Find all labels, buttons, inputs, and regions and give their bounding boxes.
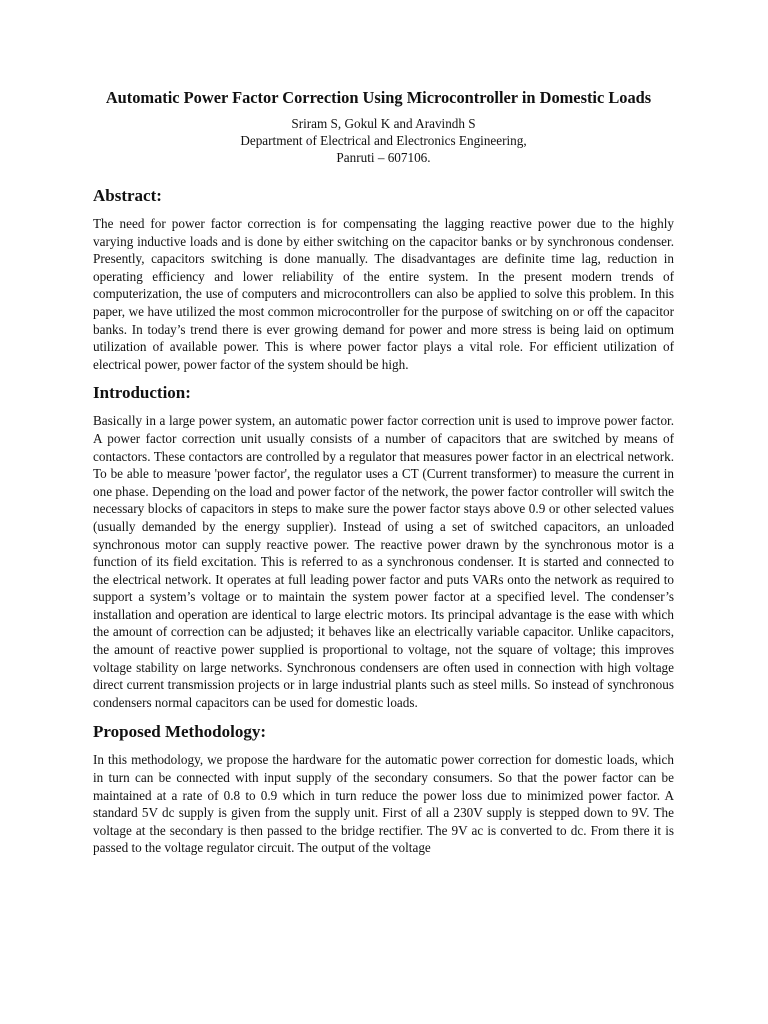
paper-title: Automatic Power Factor Correction Using Microcontroller in Domestic Loads — [105, 88, 652, 107]
department: Department of Electrical and Electronics Engineering, — [240, 133, 527, 148]
location: Panruti – 607106. — [336, 150, 431, 165]
abstract-body: The need for power factor correction is for compensating the lagging reactive power due to the highly varying inductive loads and is done by either switching on the capacitor banks or by synchronous condenser. Presently, capacitors switching is done manually. The disadvantages are definite time lag, reduction in operating efficiency and lower reliability of the entire system. In the present modern trends of computerization, the use of computers and microcontrollers can also be applied to solve this problem. In this paper, we have utilized the most common microcontroller for the purpose of switching on or off the capacitor banks. In today’s trend there is ever growing demand for power and more stress is being laid on optimum utilization of available power. This is where power factor plays a vital role. For efficient utilization of electrical power, power factor of the system should be high. — [93, 216, 674, 372]
introduction-heading: Introduction: — [93, 383, 191, 403]
introduction-body: Basically in a large power system, an automatic power factor correction unit is used to improve power factor. A power factor correction unit usually consists of a number of capacitors that are switched by means of contactors. These contactors are controlled by a regulator that measures power factor in an electrical network. To be able to measure 'power factor', the regulator uses a CT (Current transformer) to measure the current in one phase. Depending on the load and power factor of the network, the power factor controller will switch the necessary blocks of capacitors in steps to make sure the power factor stays above 0.9 or other selected values (usually demanded by the energy supplier). Instead of using a set of switched capacitors, an unloaded synchronous motor can supply reactive power. The reactive power drawn by the synchronous motor is a function of its field excitation. This is referred to as a synchronous condenser. It is started and connected to the electrical network. It operates at full leading power factor and puts VARs onto the network as required to support a system’s voltage or to maintain the system power factor at a specified level. The condenser’s installation and operation are identical to large electric motors. Its principal advantage is the ease with which the amount of correction can be adjusted; it behaves like an electrically variable capacitor. Unlike capacitors, the amount of reactive power supplied is proportional to voltage, not the square of voltage; this improves voltage stability on large networks. Synchronous condensers are often used in connection with high voltage direct current transmission projects or in large industrial plants such as steel mills. So instead of synchronous condensers normal capacitors can be used for domestic loads. — [93, 413, 674, 710]
methodology-body: In this methodology, we propose the hardware for the automatic power correction for domestic loads, which in turn can be connected with input supply of the secondary consumers. So that the power factor can be maintained at a rate of 0.8 to 0.9 which in turn reduce the power loss due to minimized power factor. A standard 5V dc supply is given from the supply unit. First of all a 230V supply is stepped down to 9V. The voltage at the secondary is then passed to the bridge rectifier. The 9V ac is converted to dc. From there it is passed to the voltage regulator circuit. The output of the voltage — [93, 752, 674, 856]
author-block — [93, 115, 674, 166]
authors: Sriram S, Gokul K and Aravindh S — [291, 116, 476, 131]
abstract-heading: Abstract: — [93, 186, 162, 205]
methodology-heading: Proposed Methodology: — [93, 722, 266, 742]
